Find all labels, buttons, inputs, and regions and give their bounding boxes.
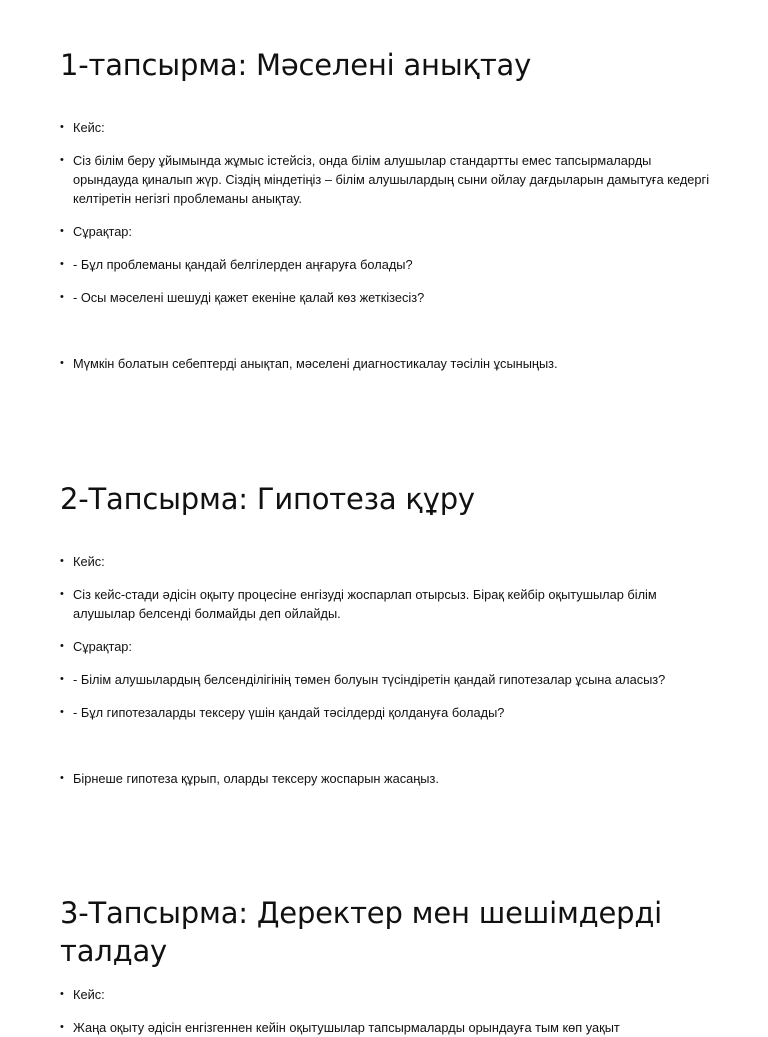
list-item: • - Бұл проблеманы қандай белгілерден аңғаруға болады?: [60, 255, 710, 274]
list-item: • Сіз кейс-стади әдісін оқыту процесіне енгізуді жоспарлап отырсыз. Бірақ кейбір оқытушылар білім алушылар белсенді болмайды деп ойлайды.: [60, 585, 710, 623]
section-title: 3-Тапсырма: Деректер мен шешімдерді талдау: [60, 896, 663, 968]
list-item: • Кейс:: [60, 552, 710, 571]
list-item: • Кейс:: [60, 118, 710, 137]
task-section-2: [60, 480, 710, 786]
list-item: • Сұрақтар:: [60, 637, 710, 656]
list-item: • - Осы мәселені шешуді қажет екеніне қалай көз жеткізесіз?: [60, 288, 710, 307]
list-item: • Мүмкін болатын себептерді анықтап, мәселені диагностикалау тәсілін ұсыныңыз.: [60, 354, 710, 373]
list-item: • Бірнеше гипотеза құрып, оларды тексеру жоспарын жасаңыз.: [60, 769, 710, 788]
task-section-1: [60, 46, 710, 371]
list-item: • Кейс:: [60, 985, 710, 1004]
list-item: • - Бұл гипотезаларды тексеру үшін қандай тәсілдерді қолдануға болады?: [60, 703, 710, 722]
list-item: • Сұрақтар:: [60, 222, 710, 241]
task-section-3: [60, 894, 710, 1035]
list-item: • - Білім алушылардың белсенділігінің төмен болуын түсіндіретін қандай гипотезалар ұсына аласыз?: [60, 670, 710, 689]
section-title: 2-Тапсырма: Гипотеза құру: [60, 482, 475, 516]
list-item: • Сіз білім беру ұйымында жұмыс істейсіз, онда білім алушылар стандартты емес тапсырмаларды орындауда қиналып жүр. Сіздің міндетіңіз – білім алушылардың сыни ойлау дағдыларын дамытуға кедергі келтіретін негізгі проблеманы анықтау.: [60, 151, 710, 208]
section-title: 1-тапсырма: Мәселені анықтау: [60, 48, 532, 82]
list-item: • Жаңа оқыту әдісін енгізгеннен кейін оқытушылар тапсырмаларды орындауға тым көп уақыт: [60, 1018, 710, 1037]
